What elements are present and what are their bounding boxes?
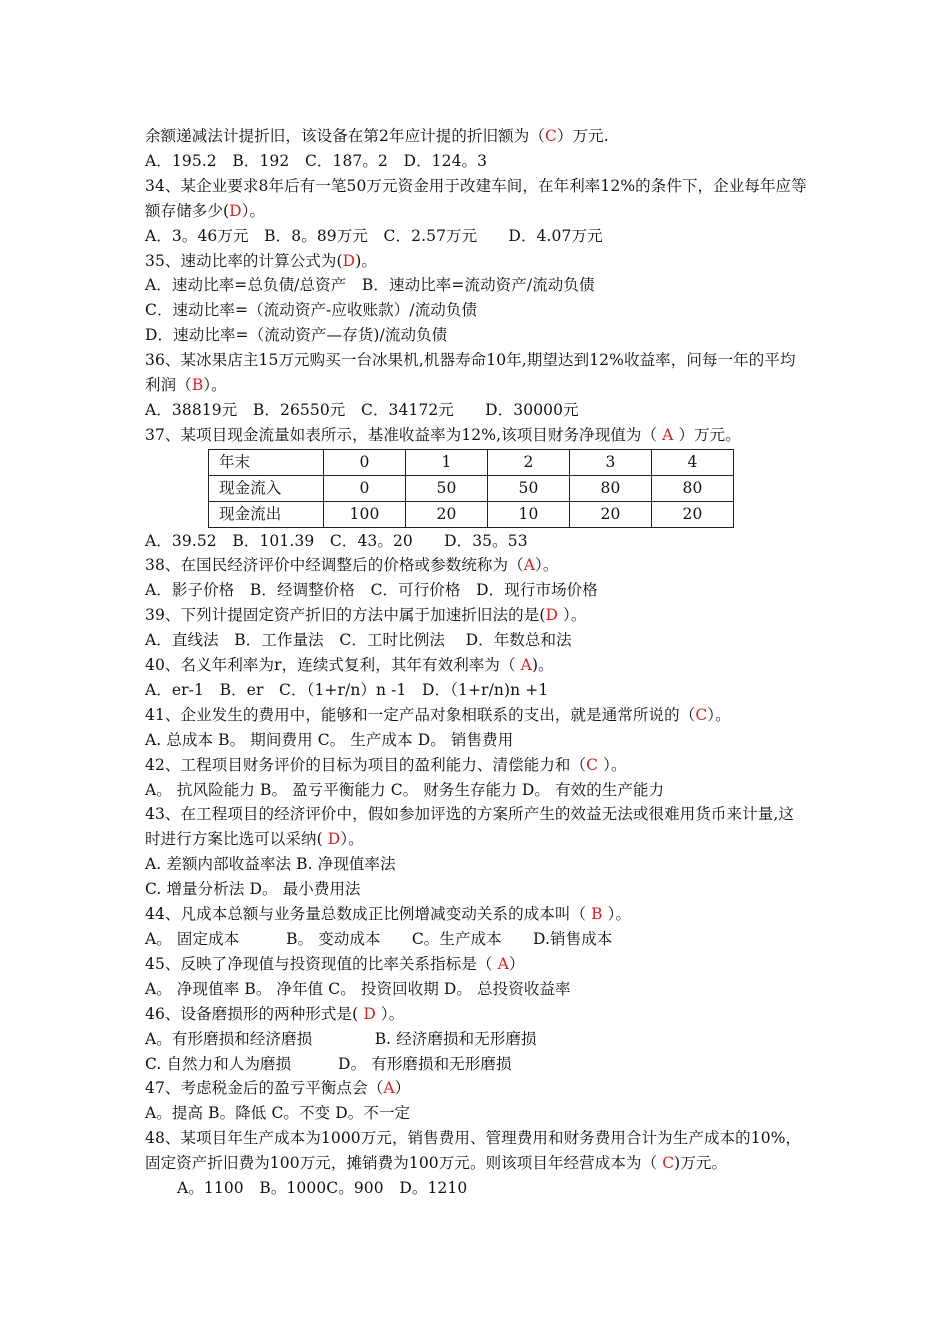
text-line xyxy=(145,753,807,778)
text-line xyxy=(145,1052,807,1077)
row-header-cell: 年末 xyxy=(209,449,324,475)
line-text: 40、名义年利率为r，连续式复利，其年有效利率为（ xyxy=(145,656,521,675)
text-line xyxy=(145,1126,807,1176)
line-text: ）。 xyxy=(602,905,632,924)
text-line xyxy=(145,298,807,323)
answer-mark: C xyxy=(544,127,557,145)
text-line xyxy=(145,628,807,653)
text-line xyxy=(145,952,807,977)
answer-mark: A xyxy=(497,954,509,973)
text-line xyxy=(145,678,807,703)
line-text: ）。 xyxy=(598,755,627,774)
line-text: )。 xyxy=(531,656,554,675)
line-text: ）。 xyxy=(241,201,266,220)
text-line xyxy=(145,423,807,448)
answer-mark: D xyxy=(545,606,559,625)
question-list xyxy=(145,124,807,1201)
text-line xyxy=(145,553,807,578)
line-text: A。 固定成本 B。 变动成本 C。生产成本 D.销售成本 xyxy=(145,930,613,948)
answer-mark: D xyxy=(363,1004,376,1023)
text-line xyxy=(145,398,807,423)
table-cell: 2 xyxy=(488,449,570,475)
text-line xyxy=(145,273,807,298)
line-text: 42、工程项目财务评价的目标为项目的盈利能力、清偿能力和（ xyxy=(145,755,587,774)
line-text: A．38819元 B．26550元 C．34172元 D．30000元 xyxy=(145,400,579,419)
line-text: ） xyxy=(394,1079,411,1098)
line-text: A．3。46万元 B．8。89万元 C．2.57万元 D．4.07万元 xyxy=(145,226,603,245)
line-text: 41、企业发生的费用中，能够和一定产品对象相联系的支出，就是通常所说的（ xyxy=(145,705,696,724)
answer-mark: D xyxy=(342,251,356,270)
answer-mark: A xyxy=(520,656,532,675)
line-text: A．er-1 B．er C．（1+r/n）n -1 D．（1+r/n)n +1 xyxy=(145,680,549,699)
text-line xyxy=(145,124,807,149)
row-header-cell: 现金流出 xyxy=(209,501,324,527)
line-text: ）万元. xyxy=(556,127,609,145)
answer-mark: B xyxy=(591,905,603,924)
table-cell: 20 xyxy=(406,501,488,527)
line-text: A。 净现值率 B。 净年值 C。 投资回收期 D。 总投资收益率 xyxy=(145,979,571,998)
line-text: A．影子价格 B．经调整价格 C．可行价格 D．现行市场价格 xyxy=(145,581,598,600)
table-row xyxy=(209,501,734,527)
text-line xyxy=(145,977,807,1002)
table-cell: 20 xyxy=(570,501,652,527)
text-line xyxy=(145,852,807,877)
text-line xyxy=(145,348,807,398)
line-text: 46、设备磨损形的两种形式是( xyxy=(145,1004,364,1023)
text-line xyxy=(145,603,807,628)
row-header-cell: 现金流入 xyxy=(209,475,324,501)
line-text: C．速动比率=（流动资产-应收账款）/流动负债 xyxy=(145,301,478,320)
table-cell: 1 xyxy=(406,449,488,475)
line-text: C. 增量分析法 D。 最小费用法 xyxy=(145,880,361,899)
line-text: ） xyxy=(508,954,525,973)
line-text: )万元。 xyxy=(674,1154,728,1173)
text-line xyxy=(145,249,807,274)
line-text: ）。 xyxy=(203,376,227,395)
text-line xyxy=(145,1002,807,1027)
line-text: A。提高 B。降低 C。不变 D。不一定 xyxy=(145,1104,411,1123)
line-text: A。有形磨损和经济磨损 B. 经济磨损和无形磨损 xyxy=(145,1029,537,1048)
line-text: 43、在工程项目的经济评价中，假如参加评选的方案所产生的效益无法或很难用货币来计量,这时进行方案比选可以采纳( xyxy=(145,805,794,849)
line-text: A. 差额内部收益率法 B. 净现值率法 xyxy=(145,855,396,874)
line-text: 39、下列计提固定资产折旧的方法中属于加速折旧法的是( xyxy=(145,606,546,625)
text-line xyxy=(145,224,807,249)
table-cell: 50 xyxy=(488,475,570,501)
text-line xyxy=(145,174,807,224)
text-line xyxy=(145,927,807,952)
text-line xyxy=(145,529,807,554)
text-line xyxy=(145,1027,807,1052)
table-cell: 80 xyxy=(570,475,652,501)
table-row xyxy=(209,449,734,475)
text-line xyxy=(145,802,807,852)
text-line xyxy=(145,778,807,803)
line-text: A．直线法 B．工作量法 C．工时比例法 D．年数总和法 xyxy=(145,631,572,650)
answer-mark: A xyxy=(523,556,536,575)
line-text: 38、在国民经济评价中经调整后的价格或参数统称为（ xyxy=(145,556,524,575)
table-row xyxy=(209,475,734,501)
answer-mark: D xyxy=(229,201,242,220)
line-text: 48、某项目年生产成本为1000万元，销售费用、管理费用和财务费用合计为生产成本的10%，固定资产折旧费为100万元，摊销费为100万元。则该项目年经营成本为（ xyxy=(145,1129,802,1173)
line-text: )。 xyxy=(355,251,377,270)
answer-mark: C xyxy=(695,705,708,724)
line-text: D．速动比率=（流动资产—存货)/流动负债 xyxy=(145,326,448,345)
table-cell: 100 xyxy=(324,501,406,527)
line-text: 34、某企业要求8年后有一笔50万元资金用于改建车间，在年利率12%的条件下，企业每年应等额存储多少( xyxy=(145,176,807,220)
line-text: ）。 xyxy=(558,606,587,625)
line-text: ）。 xyxy=(707,705,731,724)
text-line xyxy=(145,1076,807,1101)
line-text: A．39.52 B．101.39 C．43。20 D．35。53 xyxy=(145,531,528,550)
text-line xyxy=(145,703,807,728)
line-text: 44、凡成本总额与业务量总数成正比例增减变动关系的成本叫（ xyxy=(145,905,592,924)
answer-mark: C xyxy=(586,755,599,774)
line-text: 37、某项目现金流量如表所示，基准收益率为12%,该项目财务净现值为（ xyxy=(145,425,663,444)
line-text: A．速动比率=总负债/总资产 B．速动比率=流动资产/流动负债 xyxy=(145,276,595,295)
line-text: C. 自然力和人为磨损 D。 有形磨损和无形磨损 xyxy=(145,1054,512,1073)
line-text: 47、考虑税金后的盈亏平衡点会（ xyxy=(145,1079,384,1098)
answer-mark: A xyxy=(383,1079,395,1098)
table-cell: 3 xyxy=(570,449,652,475)
line-text: ）。 xyxy=(375,1004,405,1023)
answer-mark: B xyxy=(191,376,204,395)
text-line xyxy=(145,1101,807,1126)
line-text: 35、速动比率的计算公式为( xyxy=(145,251,343,270)
table-cell: 50 xyxy=(406,475,488,501)
line-text: A．195.2 B．192 C．187。2 D．124。3 xyxy=(145,151,488,170)
text-line xyxy=(145,323,807,348)
text-line xyxy=(145,653,807,678)
line-text: A。1100 B。1000C。900 D。1210 xyxy=(177,1179,468,1198)
table-cell: 0 xyxy=(324,449,406,475)
line-text: 36、某冰果店主15万元购买一台冰果机,机器寿命10年,期望达到12%收益率，问每一年的平均利润（ xyxy=(145,351,796,395)
table-cell: 20 xyxy=(652,501,734,527)
line-text: ）。 xyxy=(535,556,559,575)
line-text: ）。 xyxy=(340,830,364,849)
table-cell: 0 xyxy=(324,475,406,501)
answer-mark: D xyxy=(327,830,341,849)
text-line xyxy=(145,149,807,174)
table-cell: 80 xyxy=(652,475,734,501)
cash-flow-table xyxy=(208,449,734,528)
line-text: A. 总成本 B。 期间费用 C。 生产成本 D。 销售费用 xyxy=(145,730,514,749)
table-cell: 4 xyxy=(652,449,734,475)
table-cell: 10 xyxy=(488,501,570,527)
line-text: ）万元。 xyxy=(673,425,741,444)
answer-mark: A xyxy=(662,425,674,444)
text-line xyxy=(145,578,807,603)
text-line xyxy=(145,728,807,753)
line-text: A。 抗风险能力 B。 盈亏平衡能力 C。 财务生存能力 D。 有效的生产能力 xyxy=(145,780,665,799)
text-line xyxy=(145,902,807,927)
text-line xyxy=(145,1176,807,1201)
line-text: 余额递减法计提折旧，该设备在第2年应计提的折旧额为（ xyxy=(145,127,545,145)
line-text: 45、反映了净现值与投资现值的比率关系指标是（ xyxy=(145,954,498,973)
answer-mark: C xyxy=(662,1154,675,1173)
text-line xyxy=(145,877,807,902)
